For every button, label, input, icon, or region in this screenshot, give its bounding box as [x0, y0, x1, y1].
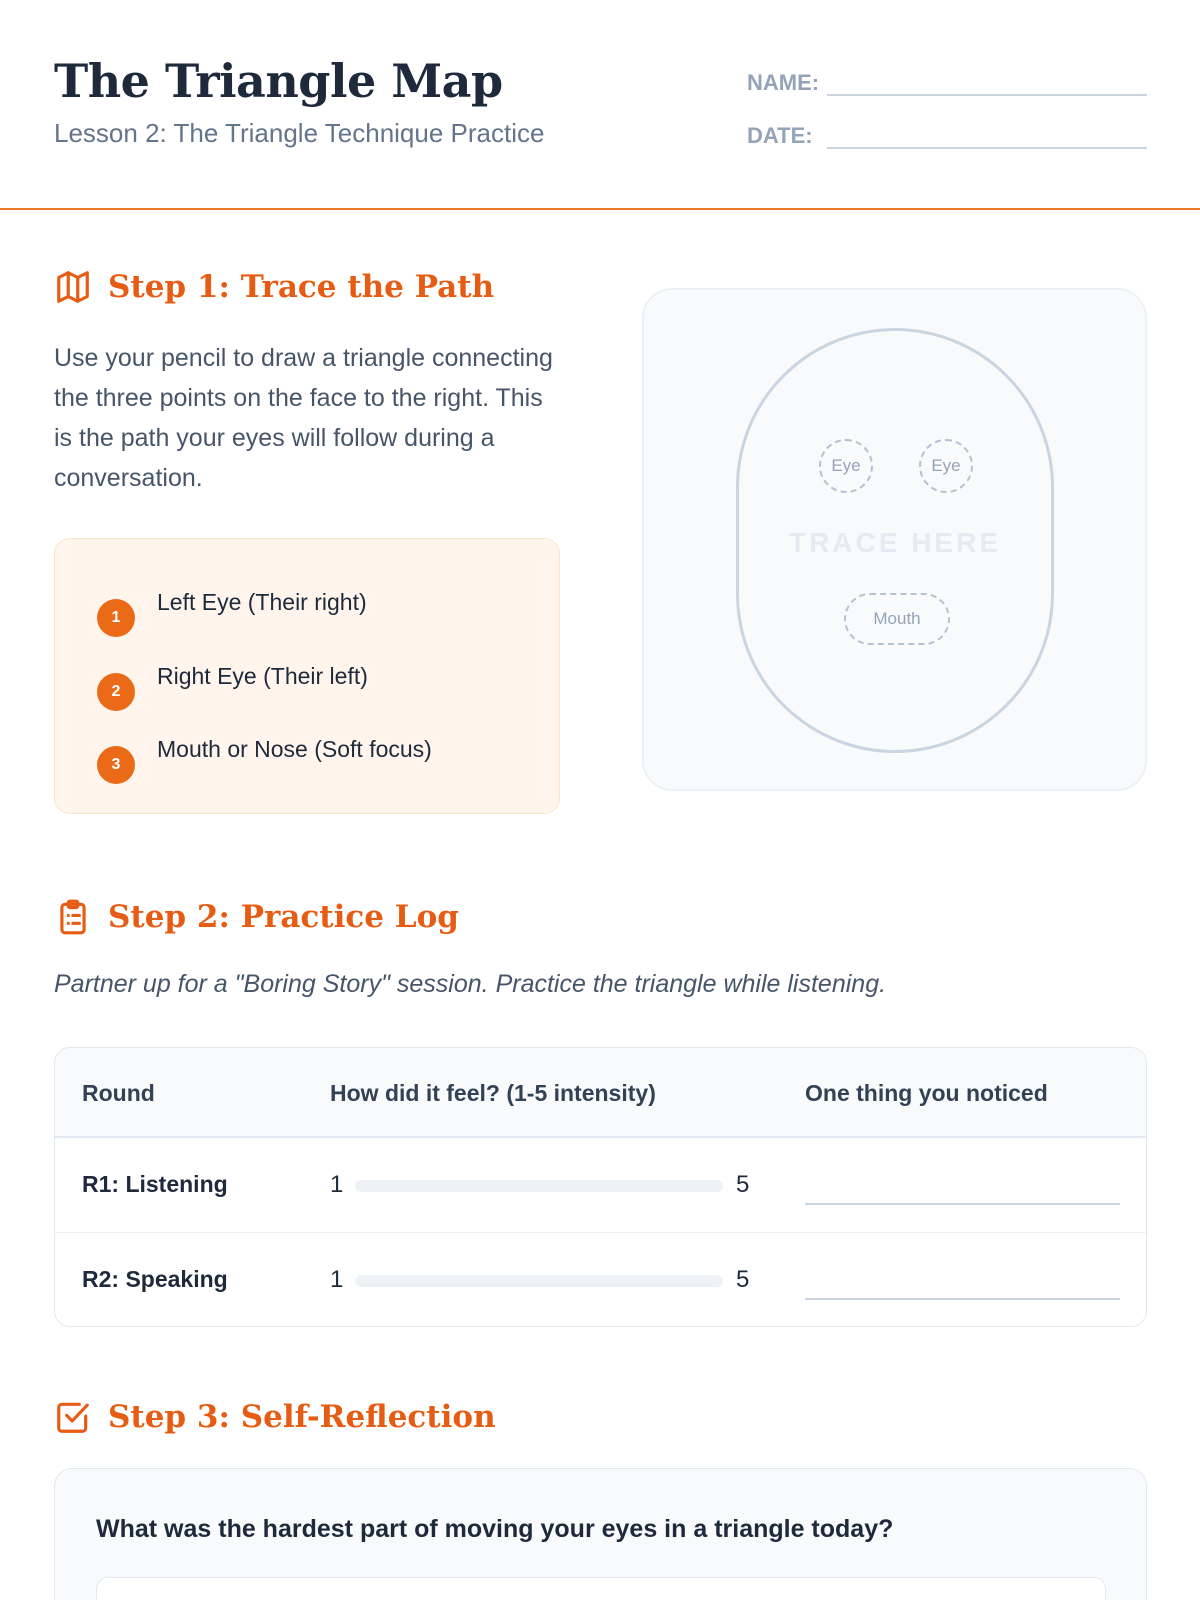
point-number-badge: 3	[97, 746, 135, 784]
reflection-answer-box[interactable]	[96, 1577, 1106, 1600]
column-header-round: Round	[82, 1080, 155, 1106]
reflection-question: What was the hardest part of moving your eyes in a triangle today?	[96, 1515, 894, 1543]
trace-here-label: TRACE HERE	[788, 527, 1001, 558]
name-field	[747, 62, 1147, 96]
triangle-points-list	[54, 538, 560, 814]
step1-title: Step 1: Trace the Path	[108, 269, 495, 305]
noticed-input-line[interactable]	[805, 1298, 1120, 1300]
reflection-card	[54, 1468, 1147, 1600]
name-input-line[interactable]	[827, 62, 1147, 96]
face-outline[interactable]	[736, 328, 1054, 753]
step1-description: Use your pencil to draw a triangle connecting the three points on the face to the right. This is the path your eyes will follow during a conversation.	[54, 344, 553, 492]
worksheet-header	[0, 0, 1200, 210]
checkbox-icon	[54, 1398, 92, 1436]
scale-max-label: 5	[736, 1171, 750, 1198]
scale-min-label: 1	[330, 1171, 344, 1198]
left-eye-target: Eye	[819, 439, 873, 493]
practice-log-table	[54, 1047, 1147, 1327]
column-header-noticed: One thing you noticed	[805, 1080, 1048, 1106]
intensity-scale[interactable]	[355, 1180, 723, 1192]
page-subtitle: Lesson 2: The Triangle Technique Practice	[54, 118, 545, 148]
step3-heading	[54, 1398, 496, 1436]
round-label: R1: Listening	[82, 1171, 228, 1197]
list-item	[97, 583, 367, 637]
scale-max-label: 5	[736, 1266, 750, 1293]
table-row	[55, 1138, 1146, 1233]
step3-title: Step 3: Self-Reflection	[108, 1399, 496, 1435]
date-field	[747, 115, 1147, 149]
point-label: Right Eye (Their left)	[157, 662, 368, 689]
point-label: Left Eye (Their right)	[157, 588, 367, 615]
date-input-line[interactable]	[827, 115, 1147, 149]
step2-title: Step 2: Practice Log	[108, 899, 459, 935]
clipboard-list-icon	[54, 898, 92, 936]
map-icon	[54, 268, 92, 306]
mouth-target: Mouth	[844, 593, 950, 645]
name-label: NAME:	[747, 70, 820, 95]
right-eye-target: Eye	[919, 439, 973, 493]
point-number-badge: 1	[97, 599, 135, 637]
intensity-scale[interactable]	[355, 1275, 723, 1287]
step2-instructions: Partner up for a "Boring Story" session. Practice the triangle while listening.	[54, 970, 887, 998]
face-diagram-card	[642, 288, 1147, 791]
step1-heading	[54, 268, 494, 306]
round-label: R2: Speaking	[82, 1266, 228, 1292]
point-number-badge: 2	[97, 673, 135, 711]
table-header	[55, 1048, 1146, 1138]
list-item	[97, 657, 368, 711]
scale-min-label: 1	[330, 1266, 344, 1293]
table-row	[55, 1233, 1146, 1327]
noticed-input-line[interactable]	[805, 1203, 1120, 1205]
step2-heading	[54, 898, 459, 936]
column-header-feeling: How did it feel? (1-5 intensity)	[330, 1080, 656, 1106]
date-label: DATE:	[747, 123, 813, 148]
point-label: Mouth or Nose (Soft focus)	[157, 735, 432, 762]
page-title: The Triangle Map	[54, 54, 503, 108]
list-item	[97, 730, 432, 784]
